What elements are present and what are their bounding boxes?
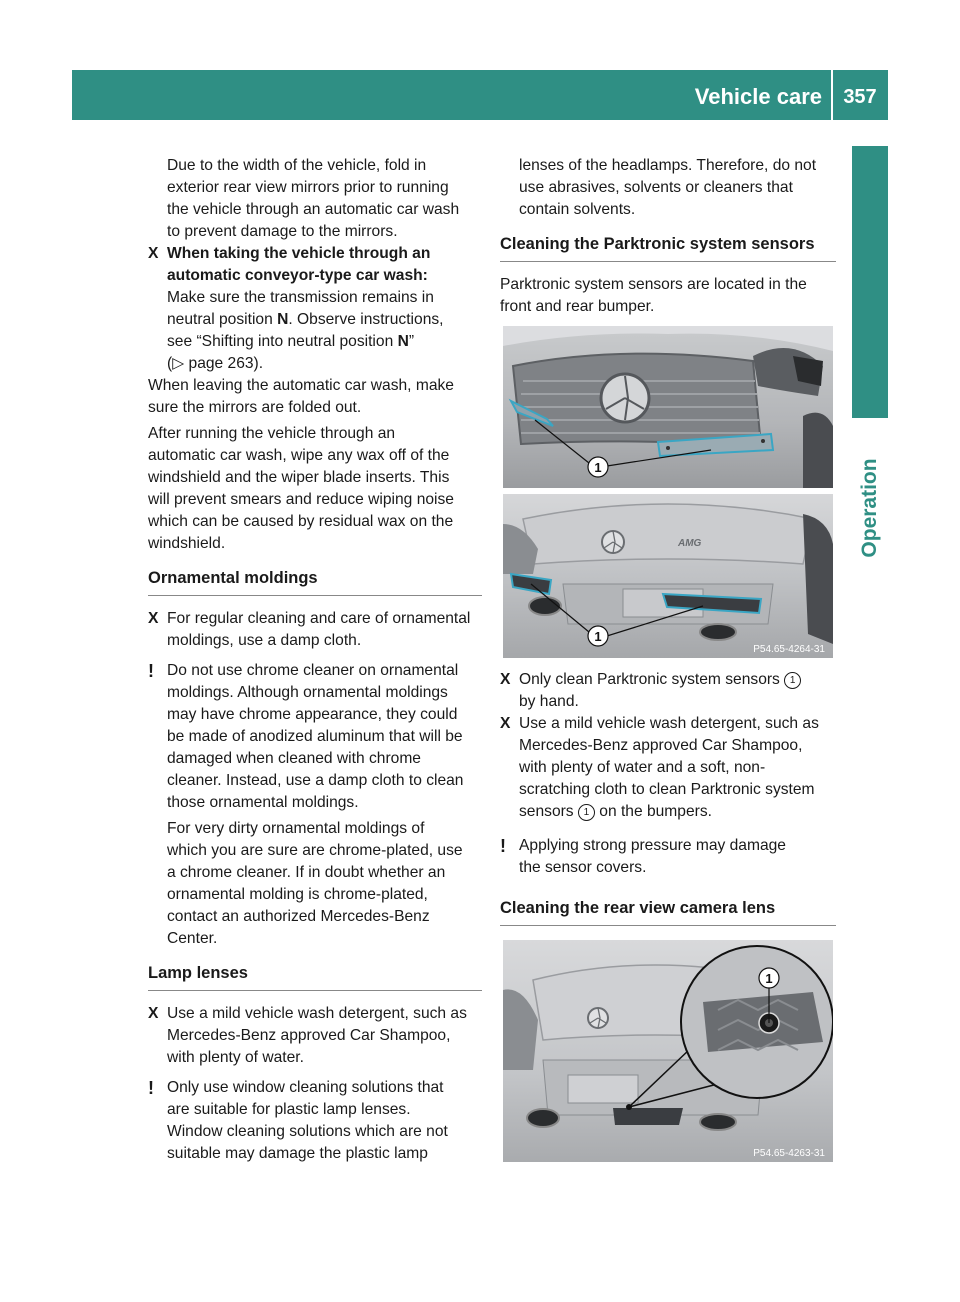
warning-icon: ! (148, 1078, 154, 1098)
warning-icon: ! (148, 661, 154, 681)
right-column-top (500, 155, 836, 318)
text-line: damaged when cleaned with chrome (167, 750, 421, 767)
callout-marker: 1 (578, 804, 595, 821)
text-line: a chrome cleaner. If in doubt whether an (167, 864, 446, 881)
text-line: moldings. Although ornamental moldings (167, 684, 448, 701)
text-line: the sensor covers. (519, 859, 647, 876)
text-line: lenses of the headlamps. Therefore, do not (519, 157, 817, 174)
text-line: contain solvents. (519, 201, 636, 218)
instruction-step (500, 669, 836, 713)
page-reference: (▷ page 263). (167, 355, 264, 372)
text-line: which can be caused by residual wax on the (148, 513, 454, 530)
text-line: Only use window cleaning solutions that (167, 1079, 444, 1096)
text-run: on the bumpers. (594, 803, 712, 820)
text-line: When leaving the automatic car wash, make (148, 377, 454, 394)
text-line: with plenty of water. (167, 1049, 304, 1066)
instruction-step (148, 1003, 482, 1069)
text-line: automatic conveyor-type car wash: (167, 267, 428, 284)
text-line: Do not use chrome cleaner on ornamental (167, 662, 459, 679)
section-heading: Ornamental moldings (148, 567, 482, 596)
text-line: exterior rear view mirrors prior to running (167, 179, 449, 196)
side-tab (852, 146, 888, 418)
text-line: cleaner. Instead, use a damp cloth to clean (167, 772, 464, 789)
text-line: Due to the width of the vehicle, fold in (167, 157, 427, 174)
text-line: Parktronic system sensors are located in the (500, 276, 807, 293)
front-callout-label: 1 (594, 460, 602, 475)
text-line: When taking the vehicle through an (167, 245, 431, 262)
header-divider (831, 70, 833, 120)
text-run: Only clean Parktronic system sensors (519, 671, 785, 688)
text-line: Mercedes-Benz approved Car Shampoo, (167, 1027, 451, 1044)
warning-icon: ! (500, 836, 506, 856)
step-mark-icon: X (500, 715, 511, 732)
section-title: Vehicle care (694, 84, 822, 109)
text-line: may have chrome appearance, they could (167, 706, 458, 723)
side-section-label-box (852, 418, 888, 598)
text-line: Center. (167, 930, 218, 947)
section-heading: Cleaning the rear view camera lens (500, 897, 836, 926)
step-mark-icon: X (500, 671, 511, 688)
camera-callout-label: 1 (765, 971, 773, 986)
text-line: suitable may damage the plastic lamp (167, 1145, 428, 1162)
rear-camera-photo (503, 940, 833, 1162)
instruction-step (500, 713, 836, 823)
side-section-label: Operation (858, 458, 881, 558)
text-line: use abrasives, solvents or cleaners that (519, 179, 793, 196)
text-run: . Observe instructions, (288, 311, 444, 328)
left-column (148, 155, 482, 1165)
text-line: with plenty of water and a soft, non- (519, 759, 766, 776)
text-line (519, 801, 836, 823)
warning-note (148, 660, 482, 950)
text-line: automatic car wash, wipe any wax off of the (148, 447, 450, 464)
text-run: see “Shifting into neutral position (167, 333, 398, 350)
text-run: sensors (519, 803, 578, 820)
text-line: which you are sure are chrome-plated, use (167, 842, 463, 859)
figure-caption: P54.65-4263-31 (753, 1148, 825, 1159)
instruction-step (148, 608, 482, 652)
text-line: be made of anodized aluminum that will be (167, 728, 463, 745)
text-line (167, 331, 482, 353)
text-line: For regular cleaning and care of ornamental (167, 610, 471, 627)
text-line: moldings, use a damp cloth. (167, 632, 362, 649)
text-run: neutral position (167, 311, 278, 328)
text-line: After running the vehicle through an (148, 425, 396, 442)
text-line: by hand. (519, 693, 579, 710)
text-line: sure the mirrors are folded out. (148, 399, 362, 416)
page-number: 357 (843, 86, 877, 108)
warning-note (500, 835, 836, 879)
section-heading: Lamp lenses (148, 962, 482, 991)
text-line: will prevent smears and reduce wiping noise (148, 491, 454, 508)
text-line: contact an authorized Mercedes-Benz (167, 908, 430, 925)
text-line: windshield. (148, 535, 226, 552)
gear-position: N (277, 311, 289, 328)
step-mark-icon: X (148, 610, 159, 627)
text-line: Window cleaning solutions which are not (167, 1123, 448, 1140)
text-line: front and rear bumper. (500, 298, 655, 315)
text-line: Use a mild vehicle wash detergent, such as (519, 715, 819, 732)
text-line (167, 309, 482, 331)
text-line: Applying strong pressure may damage (519, 837, 786, 854)
text-line: Use a mild vehicle wash detergent, such as (167, 1005, 467, 1022)
step-mark-icon: X (148, 245, 159, 262)
rear-bumper-photo (503, 494, 833, 658)
text-line: Make sure the transmission remains in (167, 289, 434, 306)
text-line: to prevent damage to the mirrors. (167, 223, 398, 240)
text-line: scratching cloth to clean Parktronic system (519, 781, 815, 798)
callout-marker: 1 (784, 672, 801, 689)
text-line: windshield and the wiper blade inserts. This (148, 469, 450, 486)
text-line: are suitable for plastic lamp lenses. (167, 1101, 411, 1118)
text-run: ” (408, 333, 415, 350)
text-line: ornamental molding is chrome-plated, (167, 886, 428, 903)
figure-caption: P54.65-4264-31 (753, 644, 825, 655)
right-column-bottom (500, 669, 836, 926)
text-line (519, 669, 836, 691)
gear-position: N (397, 333, 409, 350)
text-line: For very dirty ornamental moldings of (167, 820, 425, 837)
front-bumper-photo (503, 326, 833, 488)
instruction-step (148, 243, 482, 375)
step-mark-icon: X (148, 1005, 159, 1022)
rear-callout-label: 1 (594, 629, 602, 644)
text-line: those ornamental moldings. (167, 794, 359, 811)
text-line: the vehicle through an automatic car wash (167, 201, 460, 218)
amg-badge: AMG (678, 538, 702, 549)
section-heading: Cleaning the Parktronic system sensors (500, 233, 836, 262)
warning-note (148, 1077, 482, 1165)
text-line: Mercedes-Benz approved Car Shampoo, (519, 737, 803, 754)
